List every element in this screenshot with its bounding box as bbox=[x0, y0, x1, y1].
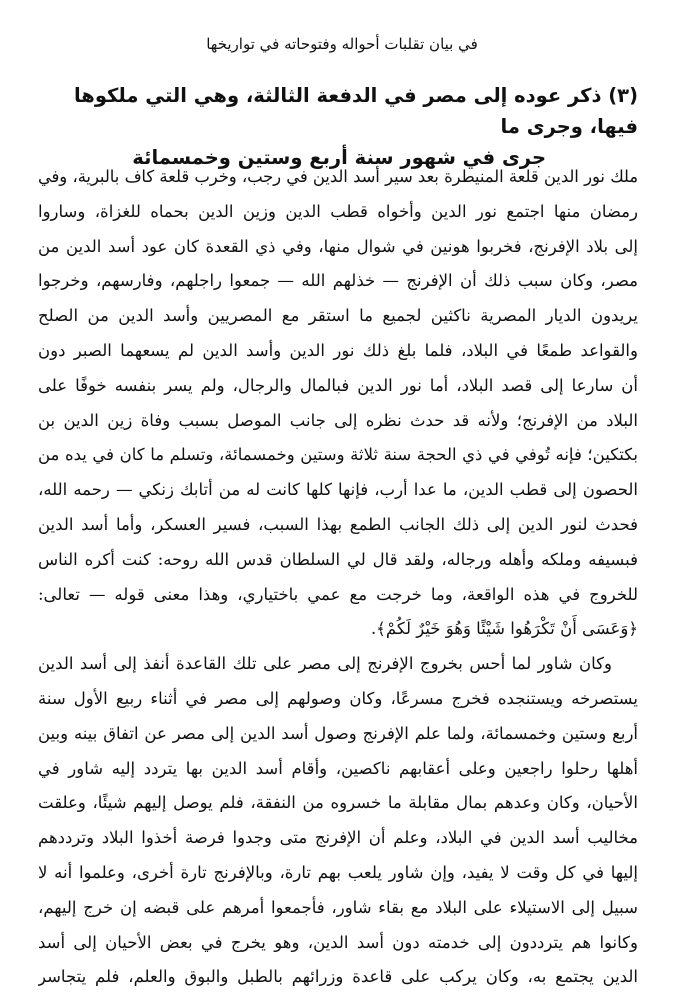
text-line: فبسيفه وملكه وأهله ورجاله، ولقد قال لي السلطان قدس الله روحه: كنت أكره الناس bbox=[38, 549, 638, 569]
text-line: ملك نور الدين قلعة المنيطرة بعد سير أسد الدين في رجب، وخرب قلعة كاف بالبرية، وفي bbox=[38, 167, 638, 186]
text-line: رمضان منها اجتمع نور الدين وأخواه قطب الدين وزين الدين بحماه للغزاة، وساروا bbox=[38, 201, 638, 221]
chapter-heading-line-2: جرى في شهور سنة أربع وستين وخمسمائة bbox=[132, 146, 546, 169]
text-line: يريدون الديار المصرية ناكثين لجميع ما استقر مع المصريين وأسد الدين من الصلح bbox=[38, 306, 638, 326]
text-line: الأحيان، وكان وعدهم بمال مقابلة ما خسروه من النفقة، فلم يوصل إليهم شيئًا، وعلقت bbox=[38, 793, 638, 813]
body-text bbox=[38, 160, 638, 995]
text-line: للخروج في هذه الواقعة، وما خرجت مع عمي باختياري، وهذا معنى قوله — تعالى: bbox=[38, 584, 638, 604]
text-line: الحصون إلى قطب الدين، ما عدا أرب، فإنها كلها كانت له من أتابك زنكي — رحمه الله، bbox=[38, 480, 638, 500]
text-line: أن سارعا إلى قصد البلاد، أما نور الدين فبالمال والرجال، ولم يسر بنفسه خوفًا على bbox=[38, 375, 638, 395]
text-line: وكان شاور لما أحس بخروج الإفرنج إلى مصر على تلك القاعدة أنفذ إلى أسد الدين bbox=[38, 654, 612, 674]
chapter-heading-line-1: (٣) ذكر عوده إلى مصر في الدفعة الثالثة، وهي التي ملكوها فيها، وجرى ما bbox=[73, 84, 638, 138]
text-line: مصر، وكان سبب ذلك أن الإفرنج — خذلهم الله — جمعوا راجلهم، وفارسهم، وخرجوا bbox=[38, 271, 638, 291]
text-line: والقواعد طمعًا في البلاد، فلما بلغ ذلك نور الدين وأسد الدين لم يسعهما الصبر دون bbox=[38, 340, 638, 360]
text-line: البلاد من الإفرنج؛ ولأنه قد حدث نظره إلى جانب الموصل بسبب وفاة زين الدين بن bbox=[38, 410, 638, 430]
text-line: سبيل إلى الاستيلاء على البلاد مع بقاء شاور، فأجمعوا أمرهم على قبضه إن خرج إليهم، bbox=[38, 897, 638, 917]
text-line: وكانوا هم يترددون إلى خدمته دون أسد الدين، وهو يخرج في بعض الأحيان إلى أسد bbox=[38, 932, 638, 952]
paragraph-2 bbox=[38, 647, 638, 995]
quran-verse-line: ﴿وَعَسَى أَنْ تَكْرَهُوا شَيْئًا وَهُوَ خَيْرٌ لَكُمْ﴾. bbox=[370, 619, 638, 639]
text-line: إلى بلاد الإفرنج، فخربوا هونين في شوال منها، وفي ذي القعدة كان عود أسد الدين من bbox=[38, 236, 638, 256]
text-line: فحدث لنور الدين إلى ذلك الجانب الطمع بهذا السبب، فسير العسكر، وأما أسد الدين bbox=[38, 514, 638, 534]
text-line: بكتكين؛ فإنه تُوفي في ذي الحجة سنة ثلاثة وستين وخمسمائة، وتسلم ما كان في يده من bbox=[38, 445, 638, 465]
text-line: الدين يجتمع به، وكان يركب على قاعدة وزرائهم بالطبل والبوق والعلم، فلم يتجاسر bbox=[38, 967, 638, 987]
text-line: مخاليب أسد الدين في البلاد، وعلم أن الإفرنج متى وجدوا فرصة أخذوا البلاد وترددهم bbox=[38, 828, 638, 848]
text-line: أهلها رحلوا راجعين وعلى أعقابهم ناكصين، وأقام أسد الدين بها يتردد إليه شاور في bbox=[38, 758, 638, 778]
text-line: أربع وستين وخمسمائة، ولما علم الإفرنج وصول أسد الدين إلى مصر عن اتفاق بينه وبين bbox=[38, 723, 638, 743]
paragraph-1 bbox=[38, 160, 638, 647]
text-line: إليها في كل وقت لا يفيد، وإن شاور يلعب بهم تارة، وبالإفرنج تارة أخرى، وعلموا أنه لا bbox=[38, 862, 638, 882]
running-header: في بيان تقلبات أحواله وفتوحاته في تواريخها bbox=[206, 35, 478, 53]
text-line: يستصرخه ويستنجده فخرج مسرعًا، وكان وصولهم إلى مصر في أثناء ربيع الأول سنة bbox=[38, 688, 638, 708]
